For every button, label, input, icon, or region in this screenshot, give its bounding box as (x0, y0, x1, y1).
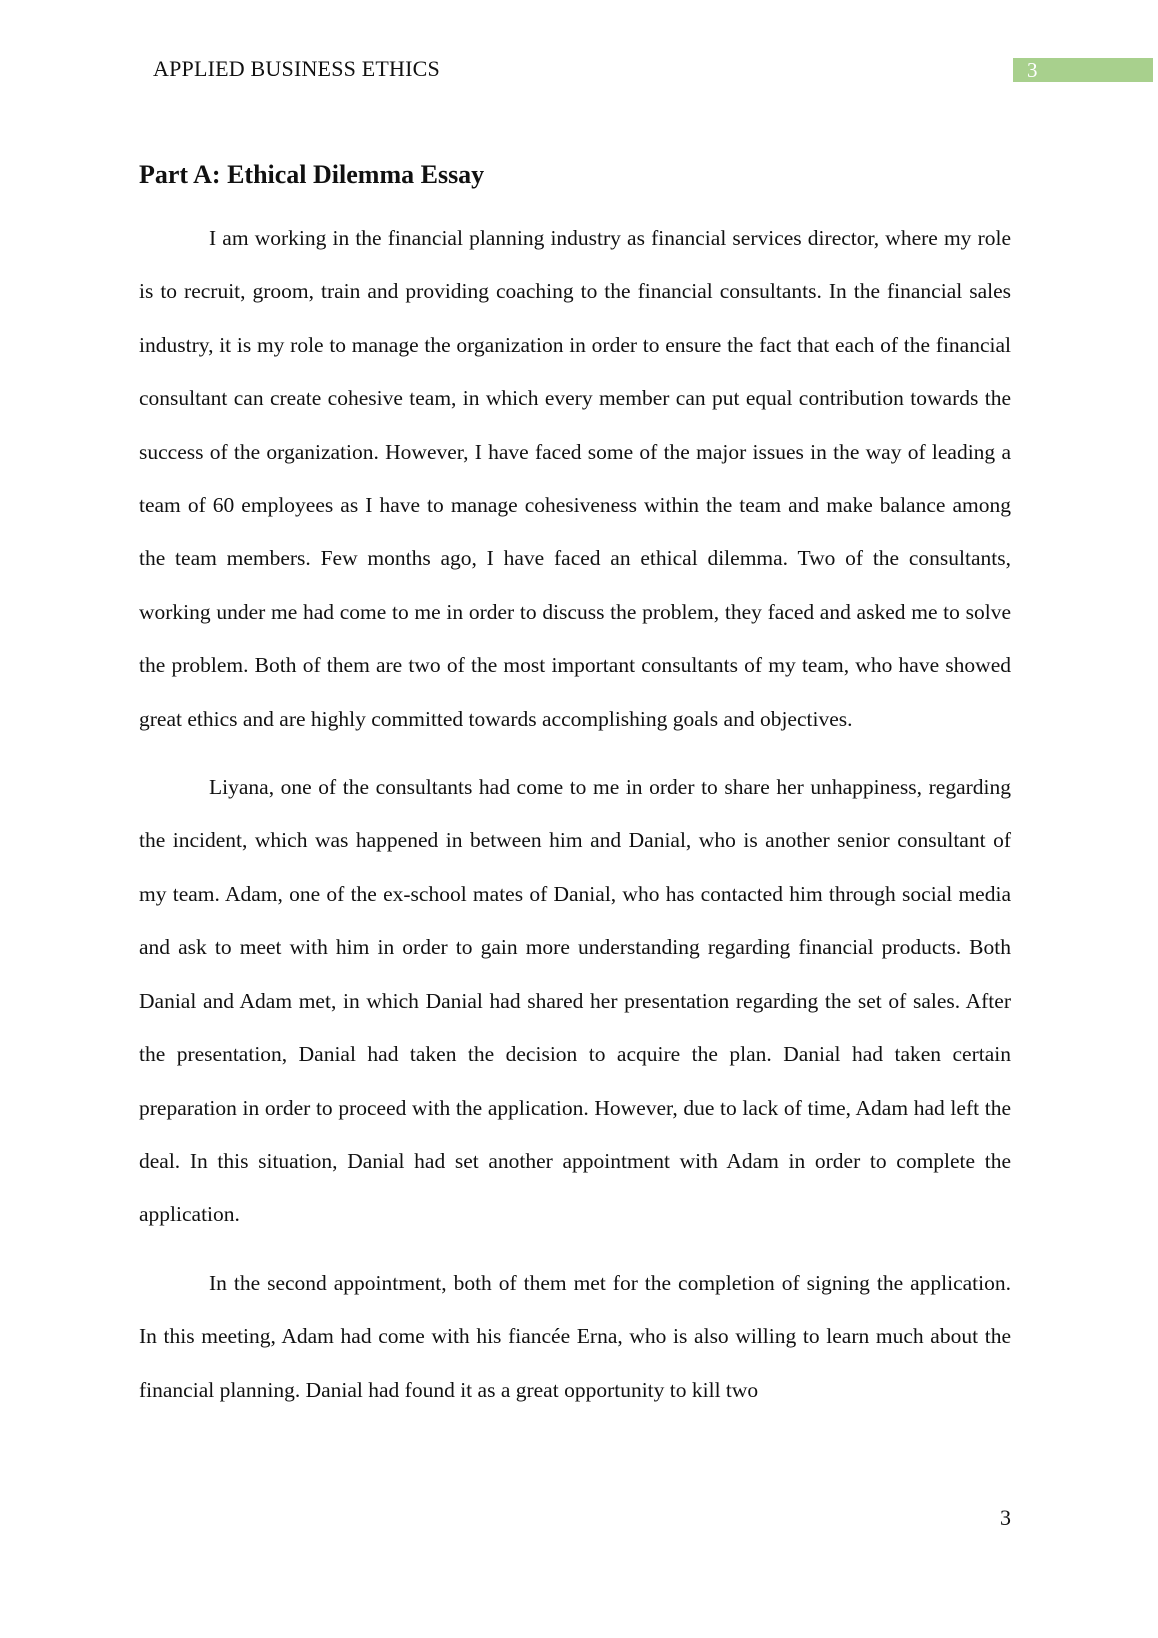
paragraph-2: Liyana, one of the consultants had come to me in order to share her unhappiness, regarding the incident, which was happened in between him and Danial, who is another senior consultant of my team. Adam, one of the ex-school mates of Danial, who has contacted him through social media and ask to meet with him in order to gain more understanding regarding financial products. Both Danial and Adam met, in which Danial had shared her presentation regarding the set of sales. After the presentation, Danial had taken the decision to acquire the plan. Danial had taken certain preparation in order to proceed with the application. However, due to lack of time, Adam had left the deal. In this situation, Danial had set another appointment with Adam in order to complete the application. (139, 775, 1011, 1227)
paragraph-1: I am working in the financial planning industry as financial services director, where my role is to recruit, groom, train and providing coaching to the financial consultants. In the financial sales industry, it is my role to manage the organization in order to ensure the fact that each of the financial consultant can create cohesive team, in which every member can put equal contribution towards the success of the organization. However, I have faced some of the major issues in the way of leading a team of 60 employees as I have to manage cohesiveness within the team and make balance among the team members. Few months ago, I have faced an ethical dilemma. Two of the consultants, working under me had come to me in order to discuss the problem, they faced and asked me to solve the problem. Both of them are two of the most important consultants of my team, who have showed great ethics and are highly committed towards accomplishing goals and objectives. (139, 226, 1011, 731)
paragraph-3: In the second appointment, both of them met for the completion of signing the application. In this meeting, Adam had come with his fiancée Erna, who is also willing to learn much about the financial planning. Danial had found it as a great opportunity to kill two (139, 1270, 1011, 1402)
running-header-title: APPLIED BUSINESS ETHICS (153, 56, 440, 81)
essay-body (139, 212, 1011, 1432)
section-heading: Part A: Ethical Dilemma Essay (139, 160, 485, 189)
footer-page-number: 3 (1000, 1505, 1011, 1530)
header-page-number-tab: 3 (1013, 58, 1153, 82)
